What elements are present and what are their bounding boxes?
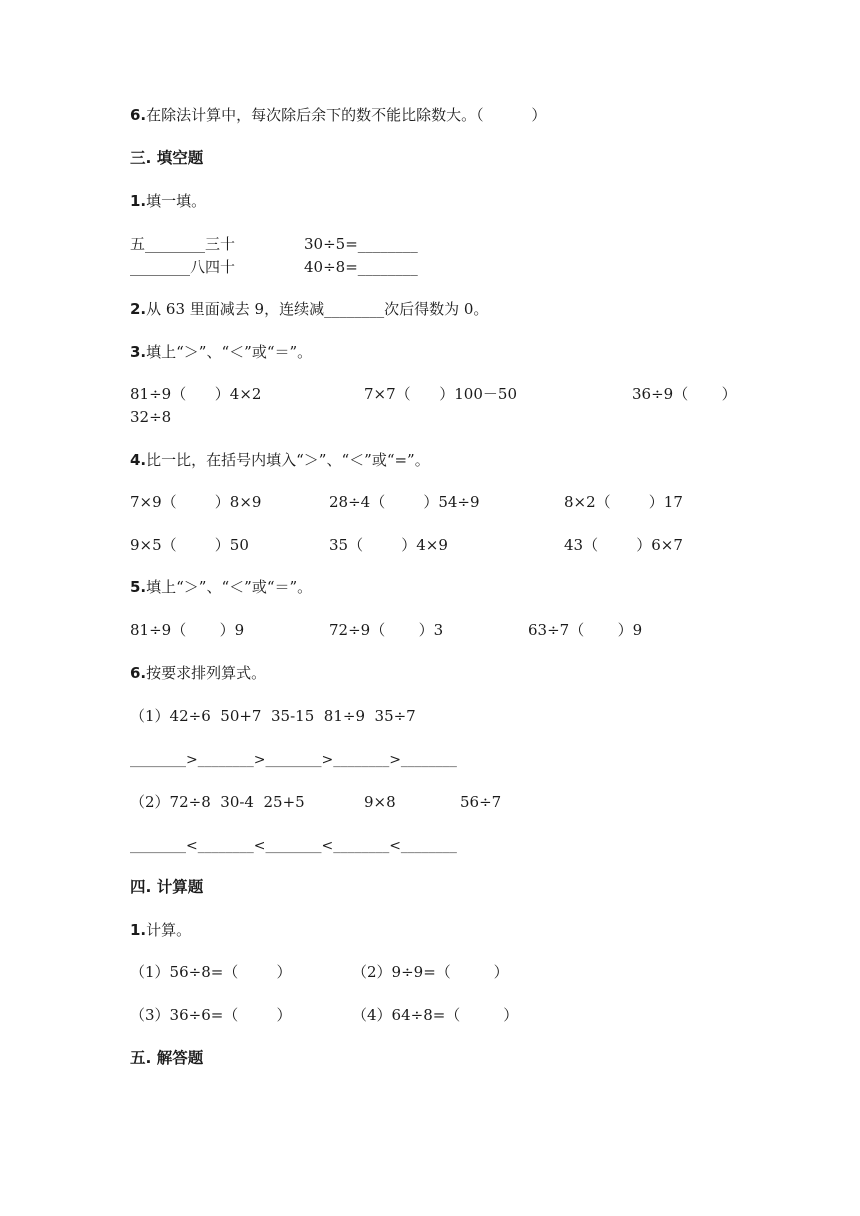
compare-row2-item2: 35（ ）4×9 — [329, 536, 448, 554]
calc-question-1-title — [130, 920, 191, 940]
fill-question-2 — [130, 299, 488, 319]
fill-question-6-title — [130, 663, 266, 683]
question-number: 6. — [130, 106, 147, 124]
question-number: 3. — [130, 343, 147, 361]
calc-item-1: （1）56÷8=（ ） — [130, 963, 292, 981]
fill-1-row1-left: 五________三十 — [130, 235, 236, 253]
question-text: 填上“＞”、“＜”或“＝”。 — [146, 343, 313, 361]
question-number: 1. — [130, 192, 147, 210]
compare-item-c-cont: 32÷8 — [130, 408, 172, 426]
compare-item-b: 7×7（ ）100－50 — [364, 385, 517, 403]
compare-5-item1: 81÷9（ ）9 — [130, 621, 245, 639]
order-part1-expressions: （1）42÷6 50+7 35-15 81÷9 35÷7 — [130, 707, 416, 725]
fill-1-row2-right: 40÷8=________ — [304, 258, 418, 276]
compare-item-a: 81÷9（ ）4×2 — [130, 385, 262, 403]
compare-5-item3: 63÷7（ ）9 — [528, 621, 643, 639]
question-number: 5. — [130, 578, 147, 596]
order-part2-expr-5: 56÷7 — [460, 793, 502, 811]
fill-1-row1-right: 30÷5=________ — [304, 235, 418, 253]
calc-item-2: （2）9÷9=（ ） — [352, 963, 509, 981]
question-number: 4. — [130, 451, 147, 469]
order-part2-expr-4: 9×8 — [364, 793, 396, 811]
order-part2-expressions: （2）72÷8 30-4 25+5 — [130, 793, 305, 811]
question-number: 1. — [130, 921, 147, 939]
order-part1-chain: ________>________>________>________>________ — [130, 752, 457, 768]
question-number: 2. — [130, 300, 147, 318]
question-text: 在除法计算中，每次除后余下的数不能比除数大。（ ） — [146, 106, 547, 124]
question-text: 比一比，在括号内填入“＞”、“＜”或“=”。 — [146, 451, 430, 469]
judgement-question-6 — [130, 105, 546, 125]
section-title-word-problems: 五. 解答题 — [130, 1049, 204, 1067]
order-part2-chain: ________<________<________<________<________ — [130, 838, 457, 854]
compare-row2-item3: 43（ ）6×7 — [564, 536, 683, 554]
question-text: 从 63 里面减去 9，连续减________次后得数为 0。 — [146, 300, 489, 318]
question-text: 计算。 — [146, 921, 192, 939]
question-text: 按要求排列算式。 — [146, 664, 267, 682]
fill-1-row2-left: ________八四十 — [130, 258, 236, 276]
section-title-fill-in: 三. 填空题 — [130, 149, 204, 167]
compare-row1-item1: 7×9（ ）8×9 — [130, 493, 262, 511]
compare-row1-item2: 28÷4（ ）54÷9 — [329, 493, 480, 511]
compare-5-item2: 72÷9（ ）3 — [329, 621, 444, 639]
compare-row1-item3: 8×2（ ）17 — [564, 493, 683, 511]
fill-question-5-title — [130, 577, 312, 597]
section-title-calculation: 四. 计算题 — [130, 878, 204, 896]
fill-question-3-title — [130, 342, 312, 362]
fill-question-1-title — [130, 191, 206, 211]
compare-item-c: 36÷9（ ） — [632, 385, 737, 403]
fill-question-4-title — [130, 450, 430, 470]
question-text: 填上“＞”、“＜”或“＝”。 — [146, 578, 313, 596]
question-text: 填一填。 — [146, 192, 207, 210]
question-number: 6. — [130, 664, 147, 682]
calc-item-4: （4）64÷8=（ ） — [352, 1006, 519, 1024]
compare-row2-item1: 9×5（ ）50 — [130, 536, 249, 554]
calc-item-3: （3）36÷6=（ ） — [130, 1006, 292, 1024]
